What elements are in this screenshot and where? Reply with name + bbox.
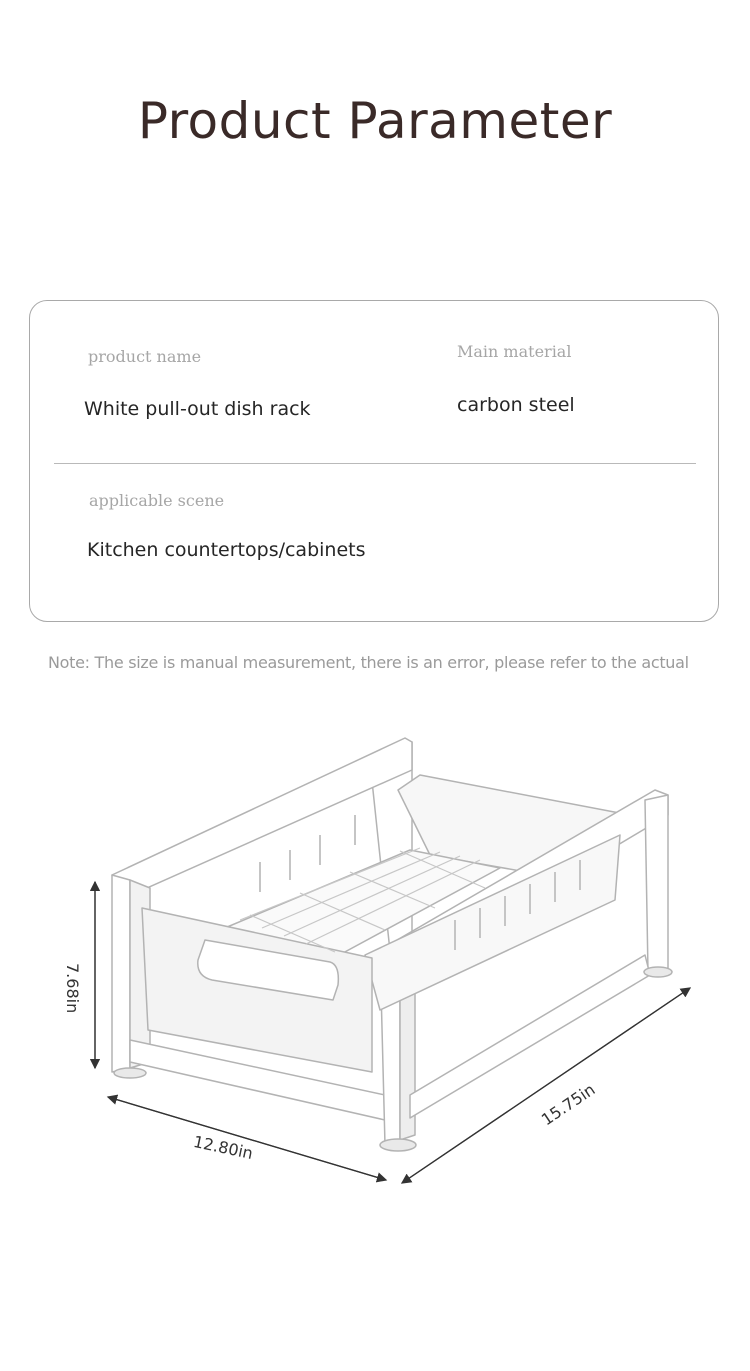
material-label: Main material: [457, 342, 572, 361]
scene-label: applicable scene: [89, 491, 225, 510]
product-name-label: product name: [88, 347, 202, 366]
depth-dimension: 15.75in: [537, 1079, 599, 1130]
scene-value: Kitchen countertops/cabinets: [87, 539, 366, 561]
measurement-note: Note: The size is manual measurement, there is an error, please refer to the actual: [48, 653, 689, 672]
product-name-value: White pull-out dish rack: [84, 398, 311, 420]
height-dimension: 7.68in: [63, 963, 82, 1014]
page-title: Product Parameter: [137, 92, 613, 150]
width-dimension: 12.80in: [191, 1131, 255, 1164]
material-value: carbon steel: [457, 394, 575, 416]
